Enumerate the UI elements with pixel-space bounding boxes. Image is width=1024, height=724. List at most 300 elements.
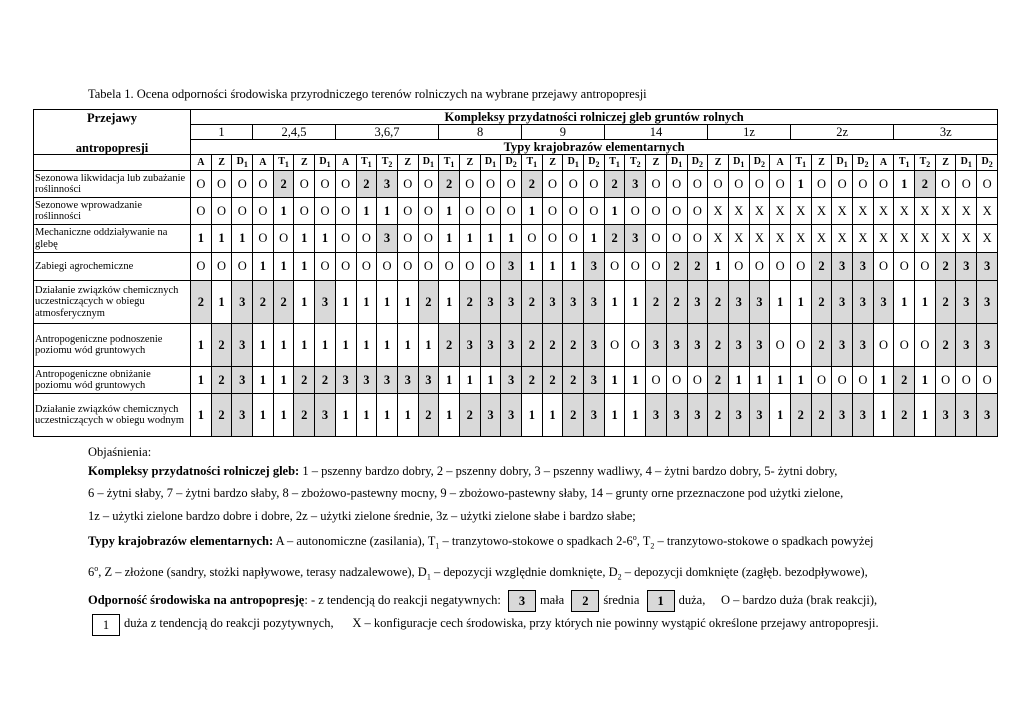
- table-cell: 2: [211, 324, 232, 367]
- column-header: $T_1$: [790, 155, 811, 171]
- table-cell: 3: [501, 394, 522, 437]
- table-cell: O: [418, 225, 439, 253]
- table-cell: O: [749, 171, 770, 198]
- table-cell: 2: [708, 394, 729, 437]
- legend-box-1-white: 1: [92, 614, 120, 636]
- table-cell: 1: [439, 367, 460, 394]
- table-cell: O: [418, 253, 439, 281]
- table-cell: 1: [439, 394, 460, 437]
- table-cell: O: [604, 253, 625, 281]
- corner-header: [34, 110, 191, 155]
- table-cell: O: [749, 253, 770, 281]
- column-header: $T_1$: [439, 155, 460, 171]
- legend-types-h: – depozycji domknięte (zagłęb. bezodpływowe),: [621, 565, 868, 580]
- table-cell: 1: [770, 394, 791, 437]
- table-cell: O: [666, 225, 687, 253]
- table-cell: 1: [253, 394, 274, 437]
- table-cell: X: [956, 225, 977, 253]
- table-cell: 2: [439, 171, 460, 198]
- table-row: [34, 324, 998, 367]
- table-cell: 3: [646, 394, 667, 437]
- column-header: Z: [397, 155, 418, 171]
- table-cell: O: [853, 171, 874, 198]
- table-cell: X: [708, 225, 729, 253]
- table-cell: 3: [749, 394, 770, 437]
- table-cell: 1: [377, 198, 398, 225]
- column-header: $T_2$: [915, 155, 936, 171]
- table-cell: 1: [625, 394, 646, 437]
- table-cell: X: [977, 225, 998, 253]
- table-cell: 1: [335, 281, 356, 324]
- table-cell: 3: [749, 324, 770, 367]
- table-cell: 1: [749, 367, 770, 394]
- table-cell: X: [894, 225, 915, 253]
- table-cell: 2: [894, 367, 915, 394]
- table-cell: O: [294, 171, 315, 198]
- table-cell: O: [273, 225, 294, 253]
- table-cell: 2: [915, 171, 936, 198]
- row-label: Działanie związków chemicznych uczestniczących w obiegu atmosferycznym: [34, 281, 191, 324]
- table-caption: Tabela 1. Ocena odporności środowiska przyrodniczego terenów rolniczych na wybrane przejawy antropopresji: [88, 87, 647, 101]
- table-cell: 3: [232, 281, 253, 324]
- table-cell: 1: [232, 225, 253, 253]
- column-header: $D_1$: [315, 155, 336, 171]
- table-cell: O: [356, 253, 377, 281]
- table-cell: X: [790, 198, 811, 225]
- column-header: $D_2$: [853, 155, 874, 171]
- table-cell: O: [211, 198, 232, 225]
- table-cell: X: [749, 198, 770, 225]
- table-cell: 2: [522, 171, 543, 198]
- table-cell: 3: [501, 367, 522, 394]
- table-cell: O: [956, 171, 977, 198]
- table-cell: 1: [356, 324, 377, 367]
- table-cell: 2: [935, 324, 956, 367]
- table-cell: 3: [232, 394, 253, 437]
- table-cell: O: [666, 198, 687, 225]
- table-cell: 1: [273, 394, 294, 437]
- legend-types-2: 6$^o$, Z – złożone (sandry, stożki napływowe, terasy nadzalewowe), $D_1$ – depozycji względnie domknięte, $D_2$ – depozycji domknięte (zagłęb. bezodpływowe),: [88, 564, 868, 582]
- table-cell: 1: [480, 225, 501, 253]
- table-cell: O: [335, 171, 356, 198]
- legend-types-c: , T: [636, 534, 651, 549]
- table-cell: 3: [666, 324, 687, 367]
- legend-types-b: – tranzytowo-stokowe o spadkach 2-6: [439, 534, 633, 549]
- table-cell: O: [294, 198, 315, 225]
- table-cell: 1: [439, 225, 460, 253]
- table-cell: O: [315, 171, 336, 198]
- table-cell: 2: [666, 253, 687, 281]
- table-cell: 3: [687, 394, 708, 437]
- table-cell: O: [646, 253, 667, 281]
- legend-complex-1: [88, 460, 940, 482]
- table-cell: 1: [563, 253, 584, 281]
- table-cell: X: [935, 225, 956, 253]
- complex-group-2z: 2z: [790, 125, 893, 140]
- table-cell: O: [915, 253, 936, 281]
- table-cell: 3: [584, 253, 605, 281]
- table-cell: O: [335, 253, 356, 281]
- table-cell: O: [770, 171, 791, 198]
- table-cell: 1: [439, 281, 460, 324]
- row-label: Działanie związków chemicznych uczestniczących w obiegu wodnym: [34, 394, 191, 437]
- table-cell: O: [253, 171, 274, 198]
- table-cell: 3: [584, 281, 605, 324]
- table-cell: 3: [873, 281, 894, 324]
- table-cell: O: [459, 253, 480, 281]
- table-cell: 2: [253, 281, 274, 324]
- table-cell: 2: [790, 394, 811, 437]
- table-cell: O: [377, 253, 398, 281]
- table-cell: O: [873, 171, 894, 198]
- table-cell: 3: [232, 367, 253, 394]
- table-cell: 1: [625, 281, 646, 324]
- table-cell: O: [915, 324, 936, 367]
- legend-x-text: X – konfiguracje cech środowiska, przy których nie powinny wystąpić określone przejawy antropopresji.: [352, 616, 879, 631]
- table-cell: X: [915, 225, 936, 253]
- table-cell: O: [811, 367, 832, 394]
- table-cell: O: [253, 198, 274, 225]
- table-cell: 3: [832, 324, 853, 367]
- table-cell: 3: [853, 324, 874, 367]
- column-header: A: [253, 155, 274, 171]
- table-cell: O: [584, 198, 605, 225]
- table-cell: 3: [377, 171, 398, 198]
- table-cell: 1: [584, 225, 605, 253]
- table-cell: O: [563, 198, 584, 225]
- table-cell: 3: [315, 281, 336, 324]
- table-cell: 2: [294, 367, 315, 394]
- table-cell: 1: [294, 253, 315, 281]
- table-cell: O: [335, 198, 356, 225]
- table-cell: O: [646, 225, 667, 253]
- table-row: [34, 367, 998, 394]
- table-cell: 3: [832, 394, 853, 437]
- table-cell: X: [832, 225, 853, 253]
- table-cell: 2: [418, 394, 439, 437]
- table-cell: O: [790, 253, 811, 281]
- table-cell: O: [335, 225, 356, 253]
- table-cell: 3: [956, 394, 977, 437]
- table-cell: X: [894, 198, 915, 225]
- table-cell: X: [790, 225, 811, 253]
- table-row: [34, 225, 998, 253]
- table-cell: O: [480, 253, 501, 281]
- table-cell: 2: [211, 367, 232, 394]
- column-header: $T_1$: [273, 155, 294, 171]
- table-cell: O: [977, 367, 998, 394]
- table-cell: 1: [501, 225, 522, 253]
- table-cell: 3: [977, 253, 998, 281]
- complex-group-9: 9: [522, 125, 605, 140]
- table-cell: 1: [915, 367, 936, 394]
- table-cell: O: [666, 171, 687, 198]
- table-cell: O: [459, 198, 480, 225]
- row-label: Zabiegi agrochemiczne: [34, 253, 191, 281]
- table-cell: 1: [604, 281, 625, 324]
- legend-o-text: O – bardzo duża (brak reakcji),: [720, 593, 878, 608]
- complex-group-1z: 1z: [708, 125, 791, 140]
- column-header: $D_2$: [749, 155, 770, 171]
- table-cell: 2: [542, 324, 563, 367]
- table-cell: O: [397, 198, 418, 225]
- table-cell: 2: [687, 253, 708, 281]
- table-cell: 1: [191, 394, 212, 437]
- table-cell: O: [232, 253, 253, 281]
- table-cell: 1: [604, 367, 625, 394]
- table-cell: 1: [915, 394, 936, 437]
- table-cell: 1: [191, 367, 212, 394]
- table-cell: 1: [708, 253, 729, 281]
- table-cell: 1: [211, 281, 232, 324]
- table-cell: 1: [604, 394, 625, 437]
- row-label: Mechaniczne oddziaływanie na glebę: [34, 225, 191, 253]
- table-cell: X: [853, 198, 874, 225]
- table-cell: 3: [977, 394, 998, 437]
- table-cell: 1: [418, 324, 439, 367]
- table-cell: O: [935, 367, 956, 394]
- table-cell: O: [770, 324, 791, 367]
- legend-complex-label: Kompleksy przydatności rolniczej gleb:: [88, 464, 300, 478]
- table-cell: 2: [459, 281, 480, 324]
- table-cell: O: [439, 253, 460, 281]
- column-header: $D_1$: [666, 155, 687, 171]
- table-row: [34, 253, 998, 281]
- table-cell: 1: [253, 253, 274, 281]
- legend-srednia: średnia: [603, 593, 640, 608]
- table-cell: O: [563, 171, 584, 198]
- table-cell: O: [232, 198, 253, 225]
- table-cell: O: [728, 253, 749, 281]
- column-header: $D_1$: [232, 155, 253, 171]
- table-cell: 2: [273, 281, 294, 324]
- table-cell: 3: [480, 281, 501, 324]
- table-cell: X: [811, 225, 832, 253]
- legend-complex-2: 6 – żytni słaby, 7 – żytni bardzo słaby, 8 – zbożowo-pastewny mocny, 9 – zbożowo-pastewny słaby, 14 – grunty orne przeznaczone pod użytki zielone,: [88, 486, 844, 501]
- table-cell: 1: [397, 394, 418, 437]
- table-cell: O: [687, 367, 708, 394]
- table-cell: 2: [666, 281, 687, 324]
- table-cell: O: [687, 198, 708, 225]
- table-cell: O: [832, 367, 853, 394]
- column-header: Z: [708, 155, 729, 171]
- legend-types-g: – depozycji względnie domknięte, D: [430, 565, 618, 580]
- table-cell: O: [501, 198, 522, 225]
- table-cell: 3: [956, 281, 977, 324]
- table-cell: 2: [191, 281, 212, 324]
- table-cell: 1: [397, 324, 418, 367]
- table-cell: 3: [625, 171, 646, 198]
- table-cell: O: [315, 198, 336, 225]
- column-header: Z: [935, 155, 956, 171]
- table-cell: O: [646, 367, 667, 394]
- complex-group-1: 1: [191, 125, 253, 140]
- table-cell: O: [232, 171, 253, 198]
- table-cell: 3: [728, 394, 749, 437]
- table-cell: 3: [853, 394, 874, 437]
- table-cell: 3: [832, 281, 853, 324]
- table-cell: O: [625, 198, 646, 225]
- legend-box-3: 3: [508, 590, 536, 612]
- table-cell: O: [211, 171, 232, 198]
- complex-group-2,4,5: 2,4,5: [253, 125, 336, 140]
- table-cell: 1: [253, 324, 274, 367]
- table-cell: 2: [708, 281, 729, 324]
- table-cell: 1: [894, 281, 915, 324]
- table-cell: 1: [294, 225, 315, 253]
- column-header: Z: [459, 155, 480, 171]
- resistance-table: [33, 109, 998, 437]
- table-cell: 1: [397, 281, 418, 324]
- table-cell: 1: [522, 394, 543, 437]
- table-cell: 3: [542, 281, 563, 324]
- table-cell: 1: [273, 367, 294, 394]
- table-cell: 2: [211, 394, 232, 437]
- row-label: Antropogeniczne obniżanie poziomu wód gruntowych: [34, 367, 191, 394]
- table-cell: 3: [377, 225, 398, 253]
- table-cell: 3: [832, 253, 853, 281]
- legend-box-1: 1: [647, 590, 675, 612]
- table-cell: 3: [625, 225, 646, 253]
- table-cell: O: [811, 171, 832, 198]
- table-cell: 3: [728, 324, 749, 367]
- table-cell: O: [397, 171, 418, 198]
- table-cell: X: [935, 198, 956, 225]
- table-cell: 3: [459, 324, 480, 367]
- legend-complex-text-1: 1 – pszenny bardzo dobry, 2 – pszenny dobry, 3 – pszenny wadliwy, 4 – żytni bardzo dobry, 5- żytni dobry,: [302, 464, 838, 478]
- table-cell: 1: [294, 324, 315, 367]
- table-cell: 1: [315, 324, 336, 367]
- table-cell: 1: [728, 367, 749, 394]
- legend: [88, 444, 940, 636]
- table-cell: O: [542, 171, 563, 198]
- table-cell: O: [418, 171, 439, 198]
- table-cell: X: [770, 198, 791, 225]
- column-header: $D_1$: [832, 155, 853, 171]
- legend-mala: mała: [539, 593, 565, 608]
- table-cell: 3: [397, 367, 418, 394]
- table-cell: X: [728, 225, 749, 253]
- legend-resist-label: Odporność środowiska na antropopresję: [88, 593, 305, 608]
- table-cell: 2: [811, 253, 832, 281]
- table-cell: 2: [604, 171, 625, 198]
- table-cell: O: [687, 171, 708, 198]
- legend-positive: [88, 612, 940, 635]
- complex-header: Kompleksy przydatności rolniczej gleb gruntów rolnych: [191, 110, 998, 125]
- table-cell: O: [191, 171, 212, 198]
- table-cell: O: [191, 253, 212, 281]
- table-cell: X: [832, 198, 853, 225]
- legend-box-2: 2: [571, 590, 599, 612]
- table-cell: O: [625, 253, 646, 281]
- row-label: Sezonowe wprowadzanie roślinności: [34, 198, 191, 225]
- table-cell: O: [542, 198, 563, 225]
- table-cell: 1: [315, 225, 336, 253]
- table-cell: O: [708, 171, 729, 198]
- column-header: $T_1$: [604, 155, 625, 171]
- table-cell: X: [811, 198, 832, 225]
- table-cell: 1: [542, 253, 563, 281]
- table-cell: 1: [191, 225, 212, 253]
- table-cell: 3: [977, 324, 998, 367]
- table-cell: X: [853, 225, 874, 253]
- table-cell: X: [977, 198, 998, 225]
- table-cell: O: [728, 171, 749, 198]
- table-cell: 3: [956, 253, 977, 281]
- table-cell: X: [770, 225, 791, 253]
- table-cell: 1: [377, 281, 398, 324]
- column-header: A: [191, 155, 212, 171]
- table-cell: 2: [356, 171, 377, 198]
- column-header: $D_1$: [728, 155, 749, 171]
- table-cell: O: [397, 225, 418, 253]
- table-cell: O: [956, 367, 977, 394]
- complex-group-3,6,7: 3,6,7: [335, 125, 438, 140]
- table-cell: 2: [418, 281, 439, 324]
- table-cell: 1: [459, 367, 480, 394]
- column-header: $D_1$: [563, 155, 584, 171]
- table-cell: 1: [790, 281, 811, 324]
- table-row: [34, 198, 998, 225]
- table-cell: 2: [811, 324, 832, 367]
- table-cell: 3: [315, 394, 336, 437]
- table-cell: 3: [687, 324, 708, 367]
- table-cell: 2: [522, 281, 543, 324]
- table-cell: 1: [211, 225, 232, 253]
- column-header: $T_1$: [894, 155, 915, 171]
- legend-complex-3: 1z – użytki zielone bardzo dobre i dobre, 2z – użytki zielone średnie, 3z – użytki zielone słabe i bardzo słabe;: [88, 508, 636, 523]
- table-cell: 2: [708, 367, 729, 394]
- table-cell: 1: [894, 171, 915, 198]
- table-cell: X: [708, 198, 729, 225]
- table-cell: O: [604, 324, 625, 367]
- table-cell: 2: [646, 281, 667, 324]
- table-cell: 1: [459, 225, 480, 253]
- table-cell: O: [666, 367, 687, 394]
- table-cell: 1: [770, 367, 791, 394]
- table-cell: 3: [749, 281, 770, 324]
- table-cell: 3: [956, 324, 977, 367]
- table-cell: 1: [770, 281, 791, 324]
- column-header: $D_2$: [584, 155, 605, 171]
- column-header: $T_1$: [356, 155, 377, 171]
- table-cell: O: [853, 367, 874, 394]
- table-cell: 1: [191, 324, 212, 367]
- table-cell: O: [480, 198, 501, 225]
- column-header: $D_1$: [418, 155, 439, 171]
- table-cell: X: [873, 198, 894, 225]
- table-row: [34, 171, 998, 198]
- table-cell: O: [480, 171, 501, 198]
- table-cell: 1: [335, 394, 356, 437]
- table-cell: 1: [253, 367, 274, 394]
- table-cell: O: [211, 253, 232, 281]
- table-cell: 2: [935, 253, 956, 281]
- table-cell: X: [915, 198, 936, 225]
- complex-group-8: 8: [439, 125, 522, 140]
- corner-line-1: Przejawy: [87, 111, 137, 125]
- column-header: Z: [211, 155, 232, 171]
- table-cell: 3: [480, 394, 501, 437]
- corner-line-2: antropopresji: [75, 140, 149, 155]
- table-cell: 3: [853, 281, 874, 324]
- table-cell: 1: [542, 394, 563, 437]
- table-cell: 3: [584, 394, 605, 437]
- table-cell: 1: [790, 367, 811, 394]
- table-cell: 1: [790, 171, 811, 198]
- table-cell: 2: [708, 324, 729, 367]
- legend-title: Objaśnienia:: [88, 445, 152, 459]
